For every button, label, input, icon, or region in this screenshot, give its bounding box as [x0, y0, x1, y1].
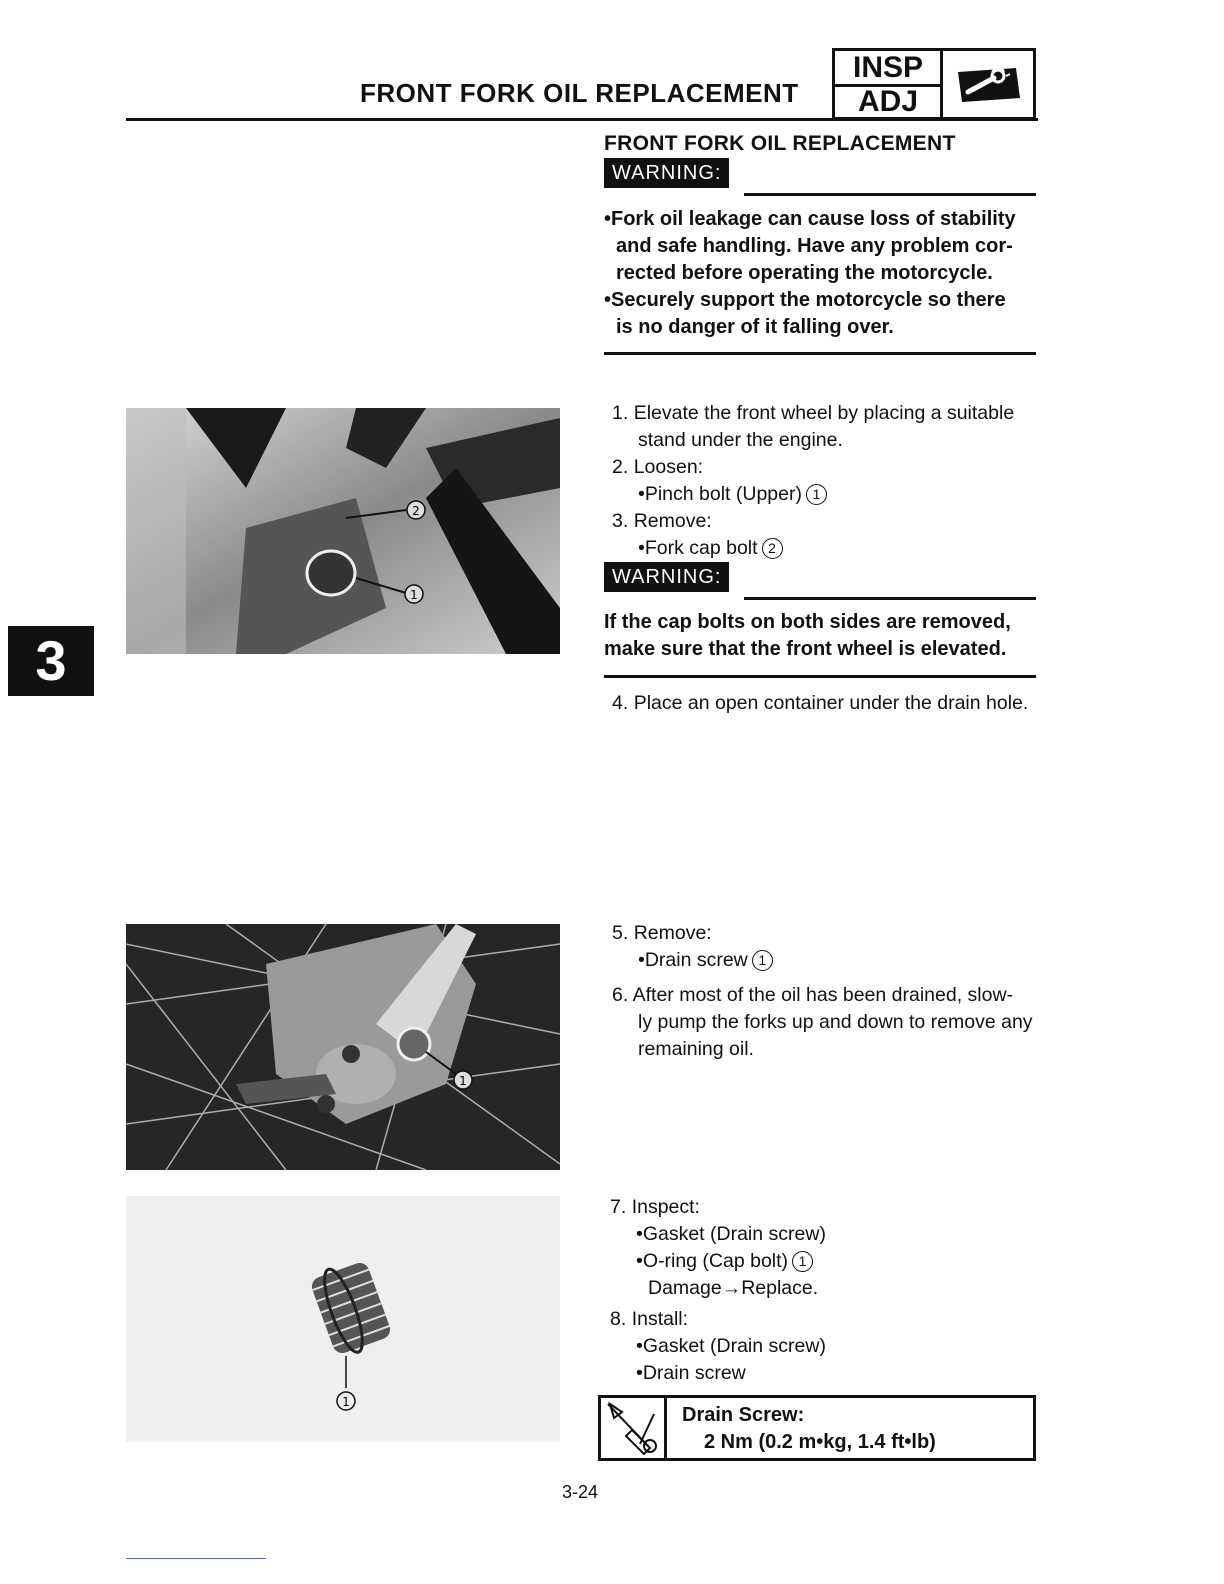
callout-marker: 1 — [806, 484, 827, 505]
step-4 — [612, 690, 1042, 717]
step-text: After most of the oil has been drained, slow- — [632, 984, 1014, 1006]
step-number: 5. — [612, 922, 629, 944]
callout-marker: 2 — [762, 538, 783, 559]
step-number: 4. — [612, 692, 629, 714]
callout-1: 1 — [342, 1395, 350, 1409]
warning-block — [604, 566, 729, 589]
warning-label: WARNING: — [604, 562, 729, 592]
warning-text: If the cap bolts on both sides are removed, make sure that the front wheel is elevated. — [604, 611, 1011, 660]
section-title: FRONT FORK OIL REPLACEMENT — [604, 132, 956, 155]
page-title: FRONT FORK OIL REPLACEMENT — [360, 78, 799, 108]
step-item: •O-ring (Cap bolt) — [636, 1250, 789, 1272]
torque-wrench-icon — [604, 1400, 662, 1461]
warning-rule — [604, 675, 1036, 678]
step-text: Remove: — [633, 922, 712, 944]
figure-fork-cap-photo — [126, 408, 560, 654]
steps-7-8 — [610, 1194, 1040, 1387]
callout-marker: 1 — [752, 950, 773, 971]
steps-1-3 — [612, 400, 1042, 562]
step-item: •Gasket (Drain screw) — [636, 1223, 826, 1245]
spec-value: 2 Nm (0.2 m•kg, 1.4 ft•lb) — [704, 1431, 936, 1453]
step-text: Loosen: — [633, 456, 704, 478]
warning-rule — [604, 352, 1036, 355]
page-number: 3-24 — [562, 1482, 599, 1502]
step-number: 3. — [612, 510, 629, 532]
steps-5-6 — [612, 920, 1042, 1063]
step-number: 1. — [612, 402, 629, 424]
step-item: •Fork cap bolt — [638, 537, 758, 559]
spec-title: Drain Screw: — [682, 1404, 805, 1426]
callout-1: 1 — [459, 1074, 467, 1088]
step-text: ly pump the forks up and down to remove any — [638, 1011, 1033, 1033]
step-text: Place an open container under the drain hole. — [633, 692, 1029, 714]
figure-drain-screw-photo — [126, 924, 560, 1170]
warning-rule — [744, 193, 1036, 196]
step-item: •Drain screw — [636, 1362, 746, 1384]
step-item: •Drain screw — [638, 949, 748, 971]
tag-insp: INSP — [852, 51, 924, 84]
spec-divider — [664, 1395, 667, 1461]
step-number: 7. — [610, 1196, 627, 1218]
footer-rule — [126, 1558, 266, 1559]
step-text: Remove: — [633, 510, 712, 532]
tag-adj: ADJ — [857, 85, 918, 118]
step-text: Elevate the front wheel by placing a suitable — [633, 402, 1015, 424]
warning-text: •Fork oil leakage can cause loss of stability and safe handling. Have any problem cor- rected before operating the motorcycle. •Securely support the motorcycle so there is no danger of it falling over. — [604, 208, 1016, 338]
warning-rule — [744, 597, 1036, 600]
step-number: 2. — [612, 456, 629, 478]
step-result: Damage→Replace. — [648, 1277, 819, 1299]
chapter-tab: 3 — [8, 626, 94, 696]
figure-cap-bolt-photo — [126, 1196, 560, 1442]
callout-marker: 1 — [792, 1251, 813, 1272]
step-text: Inspect: — [631, 1196, 700, 1218]
callout-2: 2 — [412, 504, 420, 518]
callout-1: 1 — [410, 588, 418, 602]
step-text: stand under the engine. — [638, 429, 843, 451]
step-number: 8. — [610, 1308, 627, 1330]
step-item: •Pinch bolt (Upper) — [638, 483, 802, 505]
step-text: Install: — [631, 1308, 689, 1330]
step-text: remaining oil. — [638, 1038, 754, 1060]
step-number: 6. — [612, 984, 629, 1006]
warning-block — [604, 162, 729, 185]
warning-label: WARNING: — [604, 158, 729, 188]
step-item: •Gasket (Drain screw) — [636, 1335, 826, 1357]
wrench-icon — [954, 64, 1024, 109]
